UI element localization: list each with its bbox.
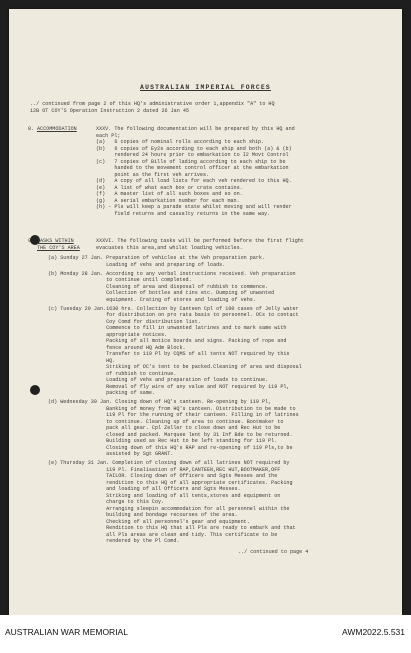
task-day-line: rendered by the Pl Comd. — [48, 538, 180, 544]
task-day-line: Closing down of this HQ's RAP and re-opening of 119 Pls,to be — [48, 444, 293, 451]
task-day-line: all Pls areas are clean and tidy. This certificate to be — [48, 531, 278, 538]
task-day-line: building and bondage recourses of the area. — [48, 512, 238, 518]
task-day-line: Banking of money from HQ's canteen. Distribution to be made to — [48, 405, 296, 412]
continued-to-note: ../ continued to page 4 — [238, 549, 309, 555]
task-day-line: 119 Pl. Finalisation of RAP,CANTEEN,REC HUT,BOOTMAKER,OFF — [48, 466, 281, 473]
task-day-line: (a) Sunday 27 Jan. Preparation of vehicles at the Veh preparation park. — [48, 255, 266, 261]
accommodation-line: (f) A master list of all such boxes and so on. — [96, 191, 243, 197]
task-day-line: assisted by Sgt GRANT. — [48, 451, 174, 457]
task-day-line: Removal of fly wire of any value and NOT required by 119 Pl, — [48, 383, 290, 390]
task-day-line: for distribution on pro rata basis to personnel. OCs to contact — [48, 312, 299, 318]
task-day-line: Transfer to 119 Pl by CQMS of all tents NOT required by this — [48, 351, 290, 357]
task-day-line: equipment. Crating of stores and loading of vehs. — [48, 296, 256, 303]
section-heading: TASKS WITHIN — [37, 238, 74, 244]
task-day-line: to continue. Cleaning up of area to continue. Bootmaker to — [48, 418, 284, 425]
task-day-line: appropriate notices. — [48, 331, 168, 338]
punch-hole — [30, 385, 40, 395]
tasks-intro-line: XXXVI. The following tasks will be performed before the first flight — [96, 238, 304, 244]
accommodation-line: (b) 6 copies of Ey2s according to each ship and both (a) & (b) — [96, 145, 292, 152]
task-day-line: Loading of vehs and preparing of loads. — [48, 261, 226, 268]
task-day-line: (d) Wednesday 30 Jan. Closing down of HQ's canteen. Re-opening by 119 Pl, — [48, 399, 272, 405]
accommodation-line: (d) A copy of all load lists for each veh rendered to this HQ. — [96, 178, 292, 184]
task-day-line: Striking of OC's tent to be packed.Cleaning of area and disposal — [48, 364, 302, 370]
footer-institution: AUSTRALIAN WAR MEMORIAL — [5, 627, 128, 637]
task-day-line: Coy Comd for distribution list. — [48, 318, 201, 325]
document-title: AUSTRALIAN IMPERIAL FORCES — [140, 84, 271, 91]
task-day-line: closed and packed. Marquee lent by 31 Inf Bde to be returned. — [48, 431, 293, 438]
accommodation-line: (c) 7 copies of Bills of lading according to each ship to be — [96, 158, 286, 165]
task-day-line: fence around HQ Adm Block. — [48, 344, 186, 351]
task-day-line: Building used as Rec Hut to be left standing for 119 Pl. — [48, 438, 278, 444]
task-day-line: pack all gear. Cpl Zeller to close down and Rec Hut to be — [48, 425, 281, 431]
task-day-line: Striking and loading of all tents,stores and equipment on — [48, 492, 281, 499]
task-day-line: charge to this Coy. — [48, 499, 165, 505]
task-day-line: rendition to this HQ of all appropriate certificates. Packing — [48, 479, 293, 486]
accommodation-line: XXXV. The following documentation will be prepared by this HQ and — [96, 126, 295, 132]
accommodation-line: (a) 6 copies of nominal rolls according to each ship. — [96, 139, 265, 145]
task-day-line: (e) Thursday 31 Jan. Completion of closing down of all latrines NOT required by — [48, 460, 290, 466]
accommodation-line: (g) A serial embarkation number for each man. — [96, 197, 240, 204]
document-page — [9, 9, 402, 615]
task-day-line: of rubbish to continue. — [48, 370, 177, 377]
task-day-line: (c) Tuesday 29 Jan.1630 hrs. Collection by Canteen Cpl of 100 cases of Jelly water — [48, 305, 299, 312]
task-day-line: Packing of all motice boards and signs. Packing of rope and — [48, 338, 287, 344]
section-heading: THE COY'S AREA — [37, 244, 80, 251]
accommodation-line: point as the first veh arrives. — [96, 171, 210, 178]
task-day-line: Collection of bottles and tins etc. Dumping of unwanted — [48, 290, 275, 296]
task-day-line: 119 Pl for the running of their canteen. Filling in of latrines — [48, 412, 299, 418]
task-day-line: HQ. — [48, 357, 116, 364]
task-day-line: (b) Monday 28 Jan. According to any verbal instructions received. Veh preparation — [48, 270, 296, 277]
task-day-line: Arranging sleepin accommodation for all personnel within the — [48, 505, 290, 512]
section-number: 9. — [28, 238, 35, 244]
task-day-line: and loading of all Officers and Sgts Messes. — [48, 486, 241, 492]
accommodation-line: rendered 24 hours prior to embarkation to I2 Movt Control — [96, 152, 289, 158]
task-day-line: Rendition to this HQ that all Pls are ready to embark and that — [48, 525, 296, 531]
continued-from-line: 12B OT COY'S Operation Instruction 2 dated 26 Jan 45 — [30, 107, 189, 114]
accommodation-line: (e) A list of what each box or crate contains. — [96, 184, 243, 191]
tasks-intro-line: evacuates this area,and whilst loading vehicles. — [96, 244, 243, 251]
section-number: 8. — [28, 126, 35, 132]
task-day-line: Cleaning of area and disposal of rubbish to commence. — [48, 283, 269, 290]
section-heading: ACCOMMODATION — [37, 126, 77, 132]
accommodation-line: field returns and casualty returns in the same way. — [96, 210, 271, 217]
task-day-line: TAILOR. Closing down of Officers and Sgts Messes and the — [48, 473, 278, 479]
continued-from-line: ../ continued from page 2 of this HQ's administrative order 1,appendix "A" to HQ — [30, 101, 275, 107]
task-day-line: to continue until completed. — [48, 277, 192, 283]
footer-reference: AWM2022.5.531 — [342, 627, 405, 637]
task-day-line: Commence to fill in unwanted latrines and to mark same with — [48, 325, 287, 331]
accommodation-line: (h) - Pls will keep a parade state whilst moving and will render — [96, 204, 292, 210]
task-day-line: Checking of all personnel's gear and equipment. — [48, 518, 250, 525]
task-day-line: packing of same. — [48, 390, 155, 396]
accommodation-line: handed to the movement control officer at the embarkation — [96, 165, 289, 171]
accommodation-line: each Pl; — [96, 132, 121, 139]
task-day-line: Loading of vehs and preparation of loads to continue. — [48, 377, 269, 383]
